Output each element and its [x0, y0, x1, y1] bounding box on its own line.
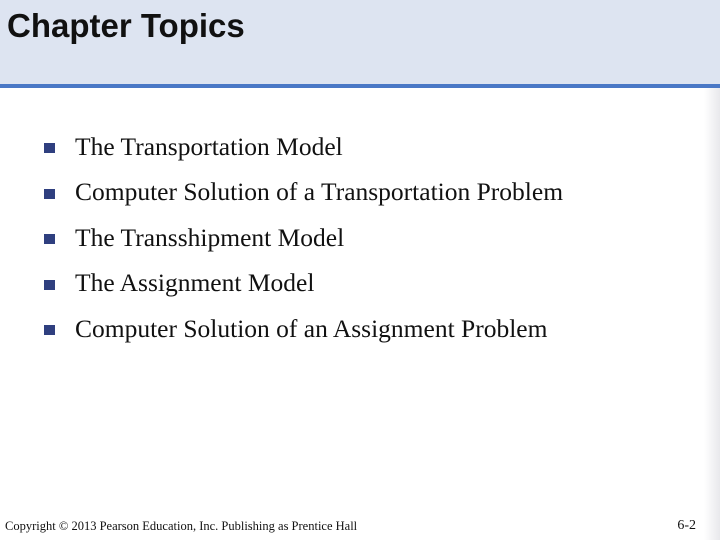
topic-text: The Transportation Model: [75, 131, 343, 161]
square-bullet-icon: [44, 325, 55, 335]
topic-item: [44, 170, 563, 216]
topic-item: [44, 215, 563, 261]
topic-list: [44, 124, 563, 352]
page-edge-shadow: [704, 88, 720, 540]
topic-item: [44, 306, 563, 352]
square-bullet-icon: [44, 189, 55, 199]
square-bullet-icon: [44, 280, 55, 290]
square-bullet-icon: [44, 143, 55, 153]
square-bullet-icon: [44, 234, 55, 244]
topic-item: [44, 124, 563, 170]
topic-text: The Transshipment Model: [75, 222, 345, 252]
topic-text: Computer Solution of an Assignment Problem: [75, 313, 548, 343]
title-divider: [0, 84, 720, 88]
topic-text: Computer Solution of a Transportation Problem: [75, 177, 564, 207]
page-number: 6-2: [677, 518, 696, 533]
slide-title: Chapter Topics: [7, 7, 245, 44]
copyright-notice: Copyright © 2013 Pearson Education, Inc. Publishing as Prentice Hall: [5, 519, 358, 533]
topic-text: The Assignment Model: [75, 268, 315, 298]
topic-item: [44, 261, 563, 307]
